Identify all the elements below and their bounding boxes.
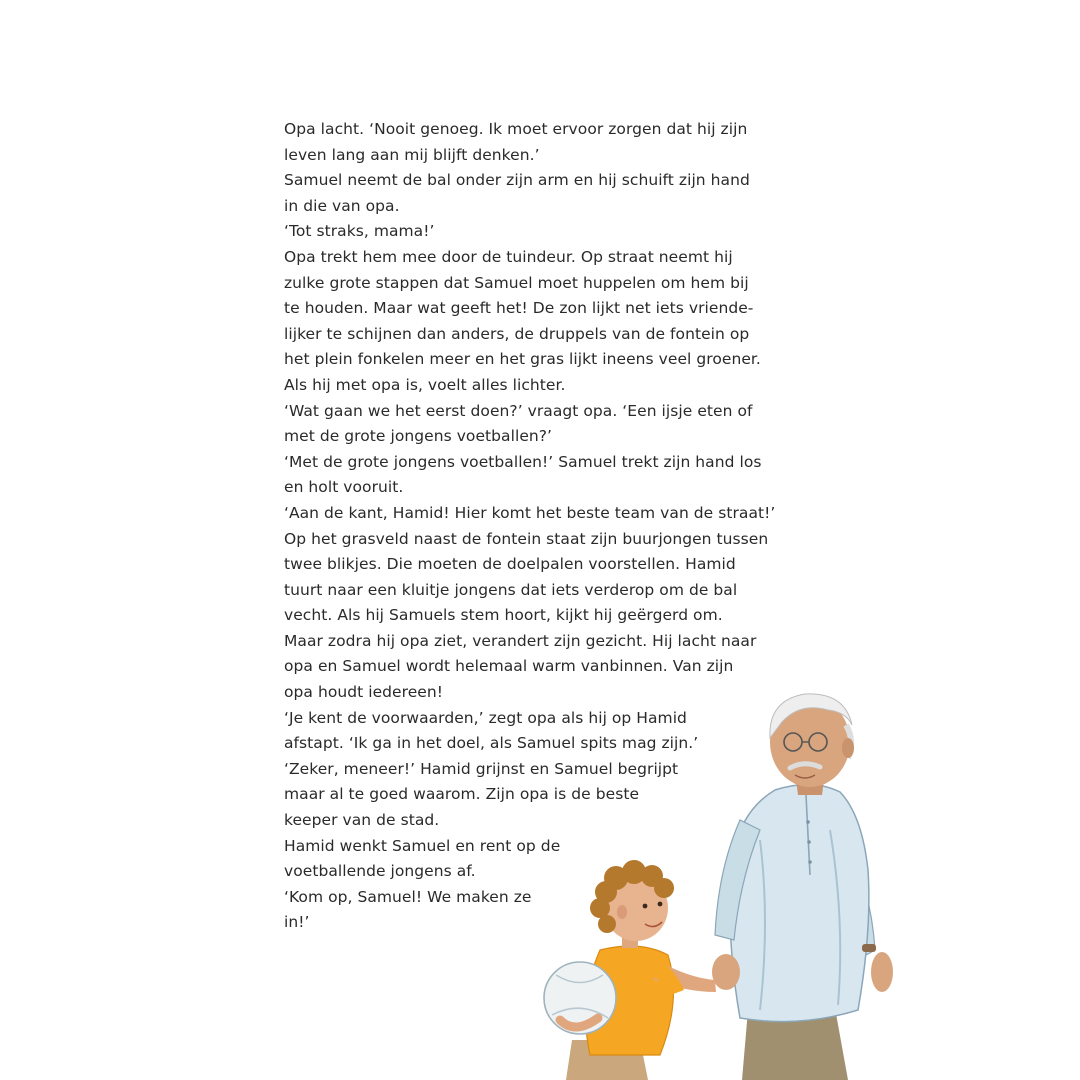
- story-line: opa houdt iedereen!: [284, 683, 444, 702]
- story-line: afstapt. ‘Ik ga in het doel, als Samuel spits mag zijn.’: [284, 734, 699, 753]
- grandpa-figure: [712, 694, 893, 1080]
- story-line: te houden. Maar wat geeft het! De zon lijkt net iets vriende-: [284, 299, 754, 318]
- story-line: Opa trekt hem mee door de tuindeur. Op straat neemt hij: [284, 247, 733, 266]
- story-line: ‘Met de grote jongens voetballen!’ Samuel trekt zijn hand los: [284, 452, 762, 471]
- story-line: leven lang aan mij blijft denken.’: [284, 145, 540, 164]
- story-line: in die van opa.: [284, 196, 400, 215]
- story-line: Opa lacht. ‘Nooit genoeg. Ik moet ervoor zorgen dat hij zijn: [284, 120, 748, 138]
- story-line: ‘Wat gaan we het eerst doen?’ vraagt opa. ‘Een ijsje eten of: [284, 401, 753, 420]
- story-line: lijker te schijnen dan anders, de druppels van de fontein op: [284, 324, 750, 343]
- story-line: zulke grote stappen dat Samuel moet huppelen om hem bij: [284, 273, 749, 292]
- story-line: het plein fonkelen meer en het gras lijkt ineens veel groener.: [284, 350, 761, 369]
- story-line: Samuel neemt de bal onder zijn arm en hij schuift zijn hand: [284, 171, 750, 190]
- story-line: ‘Aan de kant, Hamid! Hier komt het beste team van de straat!’: [284, 503, 776, 522]
- story-line: voetballende jongens af.: [284, 862, 476, 881]
- story-line: Hamid wenkt Samuel en rent op de: [284, 836, 561, 855]
- story-line: maar al te goed waarom. Zijn opa is de beste: [284, 785, 640, 804]
- story-line: en holt vooruit.: [284, 478, 404, 497]
- grandpa-and-boy-illustration: [520, 680, 940, 1080]
- story-line: ‘Je kent de voorwaarden,’ zegt opa als hij op Hamid: [284, 708, 687, 727]
- story-line: keeper van de stad.: [284, 811, 440, 830]
- story-line: tuurt naar een kluitje jongens dat iets verderop om de bal: [284, 580, 738, 599]
- story-line: twee blikjes. Die moeten de doelpalen voorstellen. Hamid: [284, 555, 736, 574]
- story-line: ‘Tot straks, mama!’: [284, 222, 435, 241]
- story-line: vecht. Als hij Samuels stem hoort, kijkt hij geërgerd om.: [284, 606, 723, 625]
- story-line: met de grote jongens voetballen?’: [284, 427, 553, 446]
- story-line: Als hij met opa is, voelt alles lichter.: [284, 375, 566, 394]
- boy-figure: [544, 860, 716, 1080]
- story-line: in!’: [284, 913, 310, 932]
- story-line: Op het grasveld naast de fontein staat zijn buurjongen tussen: [284, 529, 769, 548]
- story-line: Maar zodra hij opa ziet, verandert zijn gezicht. Hij lacht naar: [284, 631, 757, 650]
- story-line: opa en Samuel wordt helemaal warm vanbinnen. Van zijn: [284, 657, 734, 676]
- story-line: ‘Kom op, Samuel! We maken ze: [284, 887, 532, 906]
- story-line: ‘Zeker, meneer!’ Hamid grijnst en Samuel begrijpt: [284, 759, 679, 778]
